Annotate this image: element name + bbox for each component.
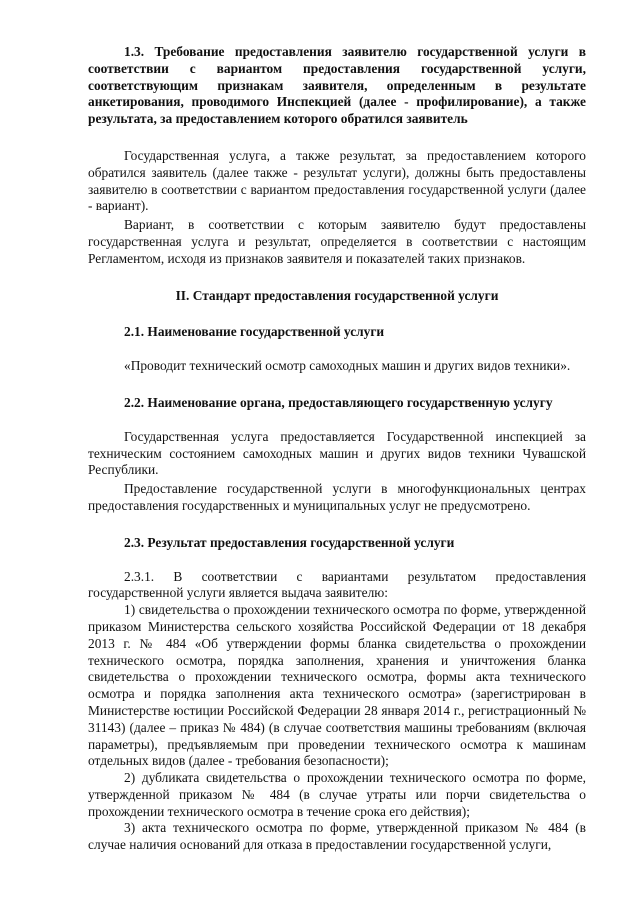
section-1-3-paragraph-1: Государственная услуга, а также результат, за предоставлением которого обратился заявитель (далее также - результат услуги), должны быть предоставлены заявителю в соответствии с вариантом предоставления государственной услуги (далее - вариант). [88, 147, 586, 214]
section-2-2-heading: 2.2. Наименование органа, предоставляющего государственную услугу [124, 394, 553, 410]
section-2-1-paragraph-1: «Проводит технический осмотр самоходных машин и других видов техники». [124, 358, 571, 374]
section-2-3-heading: 2.3. Результат предоставления государственной услуги [124, 534, 455, 550]
section-2-3-intro: 2.3.1. В соответствии с вариантами результатом предоставления государственной услуги является выдача заявителю: [88, 568, 586, 601]
section-2-2-paragraph-2: Предоставление государственной услуги в многофункциональных центрах предоставления государственных и муниципальных услуг не предусмотрено. [88, 481, 586, 513]
section-2-1-heading: 2.1. Наименование государственной услуги [124, 324, 385, 340]
result-list [88, 602, 586, 854]
section-2-heading: II. Стандарт предоставления государственной услуги [175, 287, 499, 303]
result-list-item: 3) акта технического осмотра по форме, утвержденной приказом № 484 (в случае наличия оснований для отказа в предоставлении государственной услуги, [88, 820, 586, 853]
section-1-3-paragraph-2: Вариант, в соответствии с которым заявителю будут предоставлены государственная услуга и результат, определяется в соответствии с настоящим Регламентом, исходя из признаков заявителя и показателей таких признаков. [88, 217, 586, 266]
section-2-2-paragraph-1: Государственная услуга предоставляется Государственной инспекцией за техническим состоянием самоходных машин и других видов техники Чувашской Республики. [88, 428, 586, 478]
result-list-item: 1) свидетельства о прохождении технического осмотра по форме, утвержденной приказом Министерства сельского хозяйства Российской Федерации от 18 декабря 2013 г. № 484 «Об утверждении формы бланка свидетельства о прохождении технического осмотра, порядка заполнения, хранения и уничтожения бланка свидетельства о прохождении технического осмотра, формы акта технического осмотра и порядка заполнения акта технического осмотра» (зарегистрирован в Министерстве юстиции Российской Федерации 28 января 2014 г., регистрационный № 31143) (далее – приказ № 484) (в случае соответствия машины требованиям (включая параметры), предъявляемым при проведении технического осмотра к машинам отдельных видов (далее - требования безопасности); [88, 602, 586, 769]
section-1-3-heading: 1.3. Требование предоставления заявителю государственной услуги в соответствии с вариантом предоставления государственной услуги, соответствующим признакам заявителя, определенным в результате анкетирования, проводимого Инспекцией (далее - профилирование), а также результата, за предоставлением которого обратился заявитель [88, 44, 586, 127]
result-list-item: 2) дубликата свидетельства о прохождении технического осмотра по форме, утвержденной приказом № 484 (в случае утраты или порчи свидетельства о прохождении технического осмотра в течение срока его действия); [88, 770, 586, 819]
document-page [88, 44, 586, 854]
